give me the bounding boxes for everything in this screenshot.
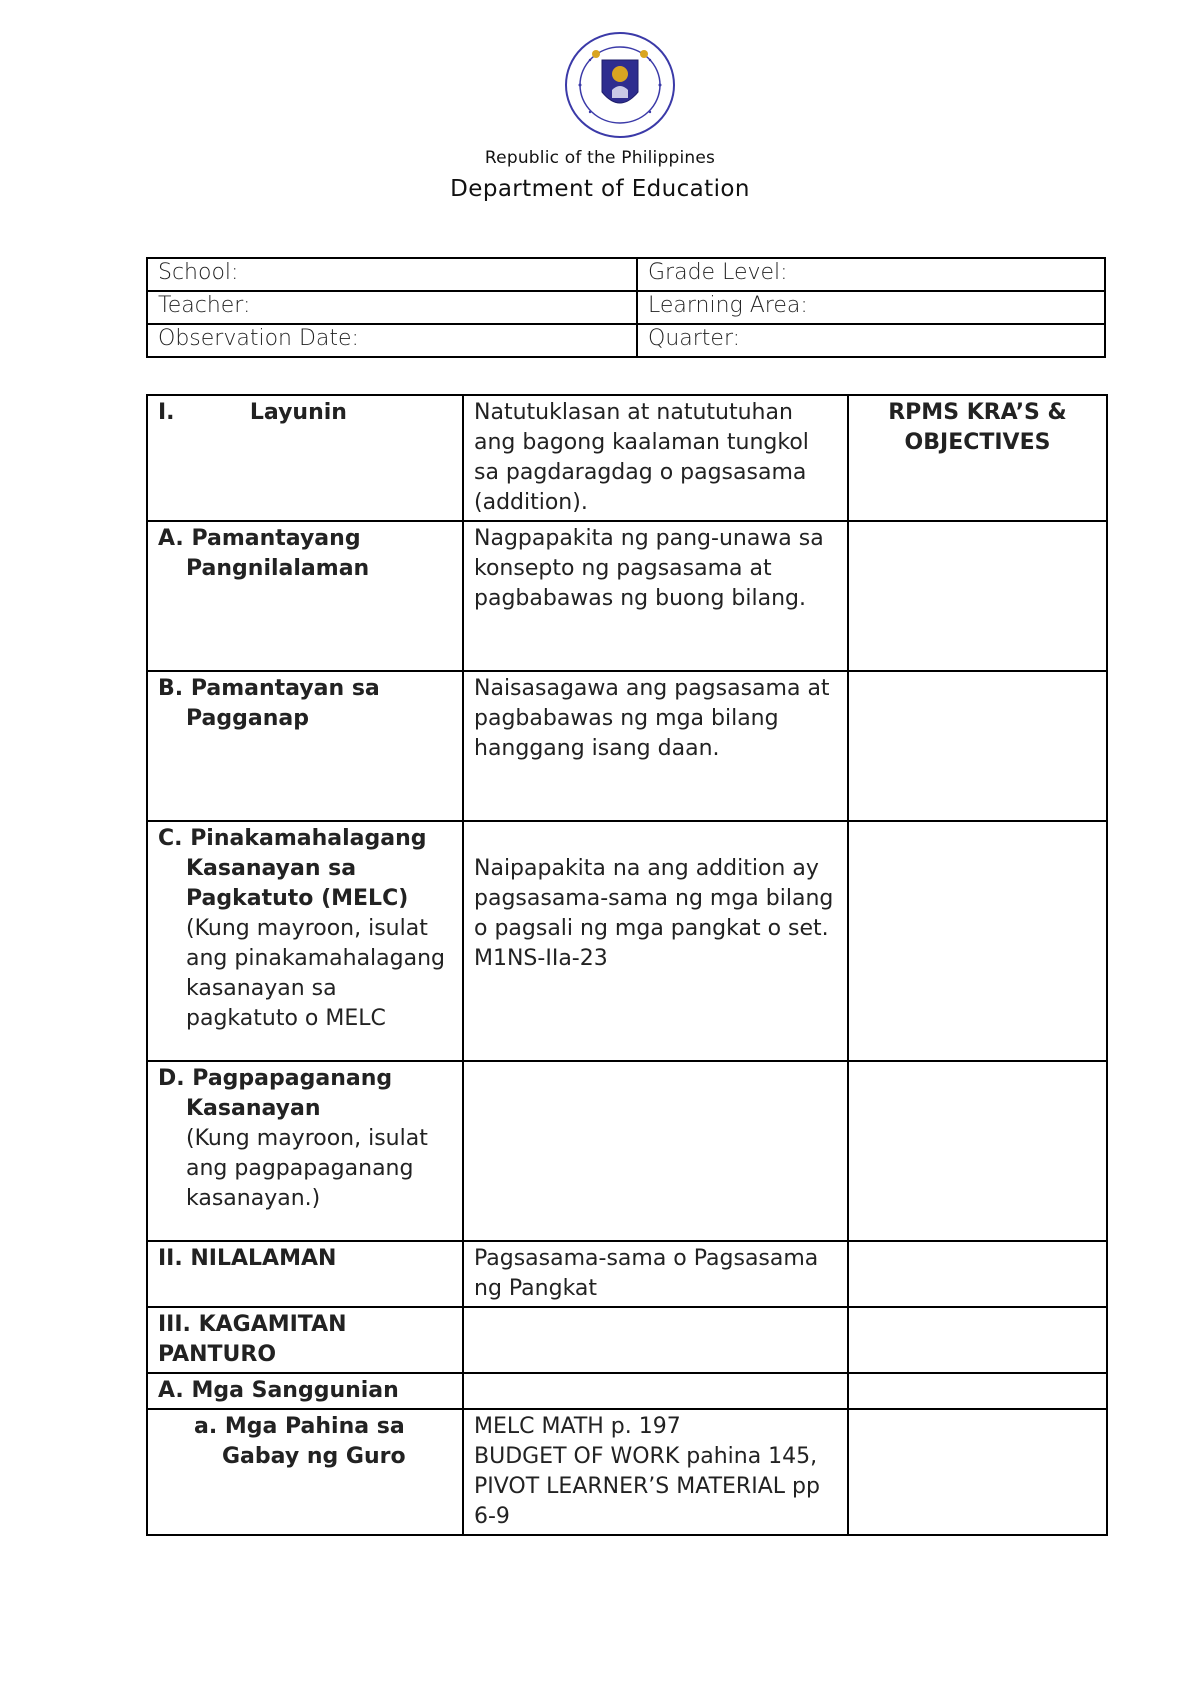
nilalaman-content: Pagsasama-sama o Pagsasama ng Pangkat — [463, 1241, 848, 1307]
info-table — [146, 257, 1106, 358]
row-b-content: Naisasagawa ang pagsasama at pagbabawas ng mga bilang hanggang isang daan. — [463, 671, 848, 821]
table-row — [147, 1409, 1107, 1535]
row-d-number: D. — [158, 1066, 185, 1091]
kagamitan-content — [463, 1307, 848, 1373]
row-c-label: Pinakamahalagang Kasanayan sa Pagkatuto (MELC) — [186, 826, 427, 911]
table-row — [147, 1373, 1107, 1409]
row-b-number: B. — [158, 676, 184, 701]
sanggunian-rpms — [848, 1373, 1107, 1409]
gabay-number: a. — [194, 1414, 218, 1439]
learning-area-field: Learning Area: — [637, 291, 1105, 324]
teacher-field: Teacher: — [147, 291, 637, 324]
row-c-code: M1NS-IIa-23 — [474, 946, 608, 971]
layunin-content: Natutuklasan at natututuhan ang bagong kaalaman tungkol sa pagdaragdag o pagsasama (addition). — [463, 395, 848, 521]
layunin-number: I. — [158, 400, 175, 425]
gabay-label: Mga Pahina sa Gabay ng Guro — [222, 1414, 406, 1469]
department-heading: Department of Education — [450, 176, 750, 202]
sanggunian-label: A. Mga Sanggunian — [147, 1373, 463, 1409]
nilalaman-label: II. NILALAMAN — [147, 1241, 463, 1307]
row-a-rpms — [848, 521, 1107, 671]
observation-date-field: Observation Date: — [147, 324, 637, 357]
pamantayang-cell — [147, 521, 463, 671]
gabay-rpms — [848, 1409, 1107, 1535]
layunin-label: Layunin — [249, 400, 347, 425]
row-a-content: Nagpapakita ng pang-unawa sa konsepto ng pagsasama at pagbabawas ng buong bilang. — [463, 521, 848, 671]
row-d-content — [463, 1061, 848, 1241]
row-c-content: Naipapakita na ang addition ay pagsasama-sama ng mga bilang o pagsali ng mga pangkat o set. — [474, 856, 834, 941]
gabay-content-cell — [463, 1409, 848, 1535]
row-c-note: (Kung mayroon, isulat ang pinakamahalagang kasanayan sa pagkatuto o MELC — [186, 916, 446, 1031]
gabay-line2: BUDGET OF WORK pahina 145, PIVOT LEARNER’S MATERIAL pp 6-9 — [474, 1444, 820, 1529]
table-row — [147, 1241, 1107, 1307]
kagamitan-label: III. KAGAMITAN PANTURO — [147, 1307, 463, 1373]
row-b-label: Pamantayan sa Pagganap — [186, 676, 380, 731]
row-d-note: (Kung mayroon, isulat ang pagpapaganang kasanayan.) — [186, 1126, 428, 1211]
row-c-rpms — [848, 821, 1107, 1061]
grade-level-field: Grade Level: — [637, 258, 1105, 291]
deped-seal-logo — [560, 30, 680, 140]
row-d-label: Pagpapaganang Kasanayan — [186, 1066, 393, 1121]
row-b-rpms — [848, 671, 1107, 821]
lesson-plan-table — [146, 394, 1108, 1536]
table-row — [147, 1061, 1107, 1241]
melc-cell — [147, 821, 463, 1061]
nilalaman-rpms — [848, 1241, 1107, 1307]
pagpapaganang-cell — [147, 1061, 463, 1241]
rpms-header: RPMS KRA’S & OBJECTIVES — [848, 395, 1107, 521]
republic-heading: Republic of the Philippines — [484, 148, 716, 168]
table-row — [147, 821, 1107, 1061]
row-c-content-cell — [463, 821, 848, 1061]
layunin-cell — [147, 395, 463, 521]
pamantayan-cell — [147, 671, 463, 821]
row-c-number: C. — [158, 826, 183, 851]
school-field: School: — [147, 258, 637, 291]
row-a-number: A. — [158, 526, 184, 551]
row-a-label: Pamantayang Pangnilalaman — [186, 526, 370, 581]
kagamitan-rpms — [848, 1307, 1107, 1373]
sanggunian-content — [463, 1373, 848, 1409]
table-row — [147, 1307, 1107, 1373]
quarter-field: Quarter: — [637, 324, 1105, 357]
row-d-rpms — [848, 1061, 1107, 1241]
table-row — [147, 521, 1107, 671]
table-row — [147, 395, 1107, 521]
gabay-line1: MELC MATH p. 197 — [474, 1414, 681, 1439]
table-row — [147, 671, 1107, 821]
gabay-cell — [147, 1409, 463, 1535]
